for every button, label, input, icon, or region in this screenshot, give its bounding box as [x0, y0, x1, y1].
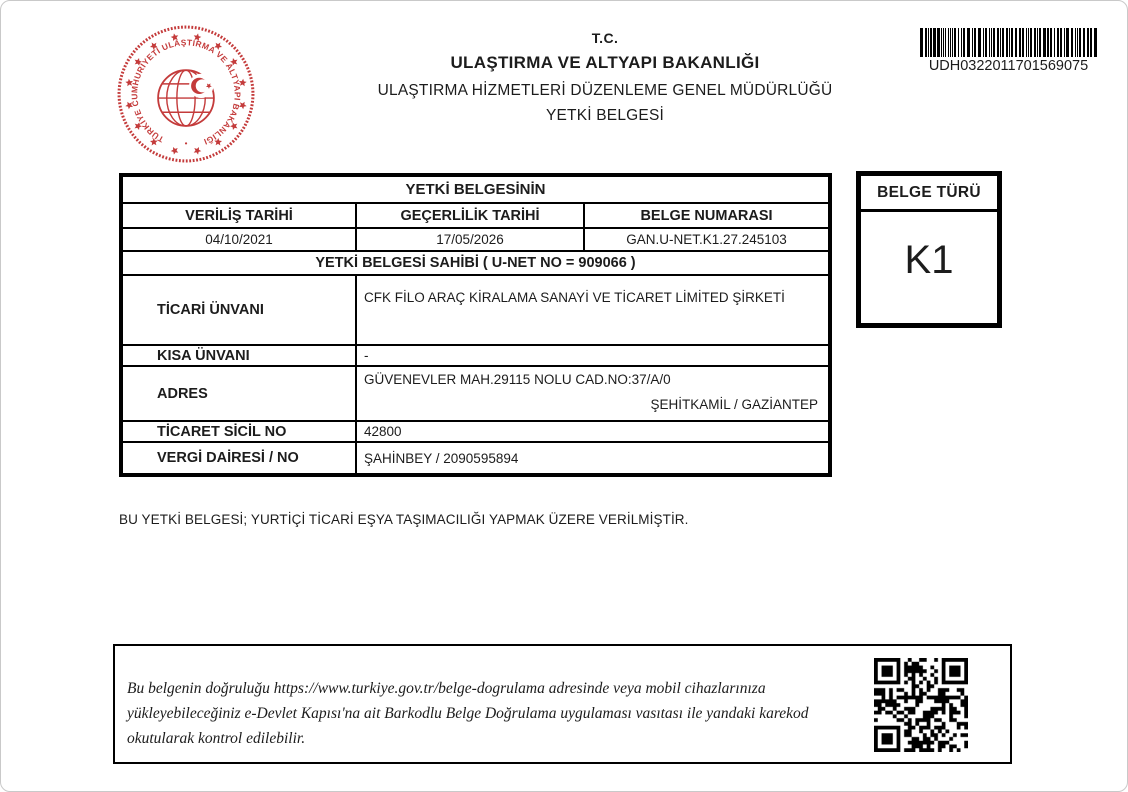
qr-code-icon — [874, 658, 968, 752]
doc-number-value: GAN.U-NET.K1.27.245103 — [584, 228, 830, 251]
owner-header: YETKİ BELGESİ SAHİBİ ( U-NET NO = 909066 ) — [121, 251, 830, 275]
authorization-statement: BU YETKİ BELGESİ; YURTİÇİ TİCARİ EŞYA TAŞIMACILIĞI YAPMAK ÜZERE VERİLMİŞTİR. — [119, 512, 689, 527]
table-row — [121, 228, 830, 251]
label-tax-office-no: VERGİ DAİRESİ / NO — [121, 442, 356, 475]
barcode-block — [920, 28, 1097, 74]
certificate-table — [119, 173, 832, 477]
ministry-emblem-icon — [115, 23, 257, 165]
verification-text: Bu belgenin doğruluğu https://www.turkiye.gov.tr/belge-dogrulama adresinde veya mobil cihazlarınıza yükleyebileceğiniz e-Devlet Kapısı'na ait Barkodlu Belge Doğrulama uygulaması vasıtası ile yandaki karekod okutularak kontrol edilebilir. — [127, 680, 809, 748]
document-type-label: BELGE TÜRÜ — [861, 176, 997, 212]
header-doc-type: YETKİ BELGESİ — [545, 107, 665, 124]
table-row — [121, 203, 830, 228]
issue-date-value: 04/10/2021 — [121, 228, 356, 251]
emblem-separator-dot: • — [184, 139, 188, 149]
col-header-doc-number: BELGE NUMARASI — [584, 203, 830, 228]
globe-icon — [158, 70, 215, 126]
col-header-validity-date: GEÇERLİLİK TARİHİ — [356, 203, 584, 228]
label-address: ADRES — [121, 366, 356, 421]
barcode-number: UDH0322011701569075 — [928, 58, 1089, 74]
label-trade-registry-no: TİCARET SİCİL NO — [121, 421, 356, 442]
table-row — [121, 275, 830, 345]
crescent-star-icon — [189, 74, 213, 98]
document-header — [305, 30, 905, 125]
trade-registry-no-value: 42800 — [356, 421, 830, 442]
document-type-box — [856, 171, 1002, 328]
address-line2: ŞEHİTKAMİL / GAZİANTEP — [650, 397, 818, 412]
address-line1: GÜVENEVLER MAH.29115 NOLU CAD.NO:37/A/0 — [364, 372, 671, 387]
address-value — [356, 366, 830, 421]
tax-office-no-value: ŞAHİNBEY / 2090595894 — [356, 442, 830, 475]
table-row — [121, 442, 830, 475]
table-title: YETKİ BELGESİNİN — [121, 175, 830, 203]
validity-date-value: 17/05/2026 — [356, 228, 584, 251]
header-directorate: ULAŞTIRMA HİZMETLERİ DÜZENLEME GENEL MÜDÜRLÜĞÜ — [377, 82, 833, 99]
verification-box — [113, 644, 1012, 764]
emblem-star-ring — [125, 33, 248, 156]
table-row — [121, 366, 830, 421]
table-row — [121, 345, 830, 366]
header-ministry: ULAŞTIRMA VE ALTYAPI BAKANLIĞI — [450, 53, 760, 72]
trade-name-value: CFK FİLO ARAÇ KİRALAMA SANAYİ VE TİCARET LİMİTED ŞİRKETİ — [356, 275, 830, 345]
emblem-circular-text: TÜRKİYE CUMHURİYETİ ULAŞTIRMA VE ALTYAPI BAKANLIĞI — [129, 37, 243, 148]
table-row — [121, 251, 830, 275]
label-trade-name: TİCARİ ÜNVANI — [121, 275, 356, 345]
header-tc: T.C. — [591, 30, 619, 46]
short-name-value: - — [356, 345, 830, 366]
table-row — [121, 421, 830, 442]
barcode-icon — [920, 28, 1097, 57]
document-type-value: K1 — [904, 237, 954, 282]
table-row — [121, 175, 830, 203]
col-header-issue-date: VERİLİŞ TARİHİ — [121, 203, 356, 228]
label-short-name: KISA ÜNVANI — [121, 345, 356, 366]
